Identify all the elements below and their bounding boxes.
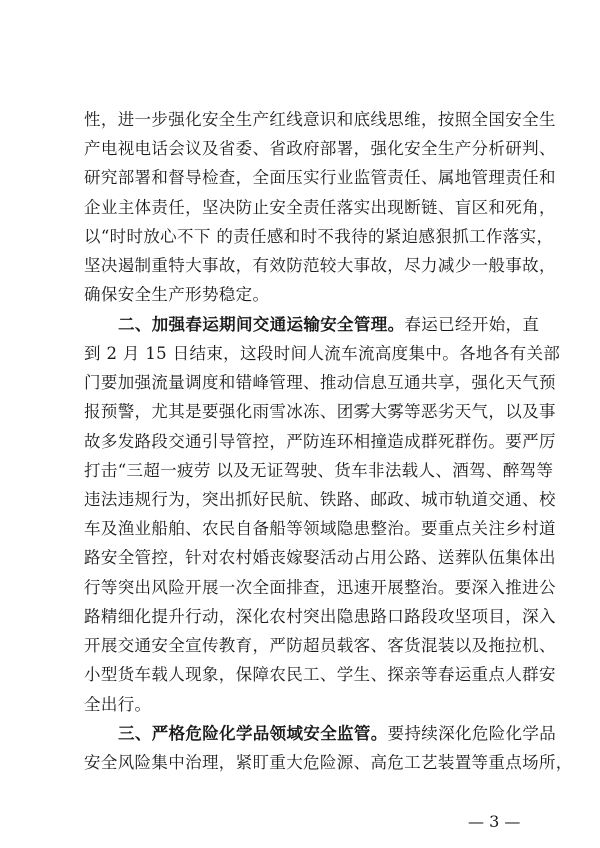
paragraph-text: 产电视电话会议及省委、省政府部署，强化安全生产分析研判、 xyxy=(84,139,556,158)
text-line xyxy=(84,609,556,626)
text-line xyxy=(84,346,560,363)
text-line xyxy=(84,434,556,451)
heading-text: 三、严格危险化学品领域安全监管。 xyxy=(118,724,388,743)
paragraph-text: 到 2 月 15 日结束，这段时间人流车流高度集中。各地各有关部 xyxy=(84,344,561,363)
paragraph-text: 开展交通安全宣传教育，严防超员载客、客货混装以及拖拉机、 xyxy=(84,636,556,655)
text-line xyxy=(84,667,556,684)
text-line xyxy=(84,287,269,304)
paragraph-text: 行等突出风险开展一次全面排查，迅速开展整治。要深入推进公 xyxy=(84,578,556,597)
paragraph-text: 打击“三超一疲劳 以及无证驾驶、货车非法载人、酒驾、醉驾等 xyxy=(84,461,554,480)
paragraph-text: 要持续深化危险化学品 xyxy=(387,724,557,743)
paragraph-text: 春运已经开始，直 xyxy=(404,315,540,334)
text-line xyxy=(84,755,573,772)
text-line xyxy=(84,141,556,158)
text-line xyxy=(84,580,556,597)
paragraph-text: 企业主体责任，坚决防止安全责任落实出现断链、盲区和死角， xyxy=(84,198,556,217)
text-line xyxy=(84,697,151,714)
text-line xyxy=(84,492,556,509)
paragraph-text: 门要加强流量调度和错峰管理、推动信息互通共享，强化天气预 xyxy=(84,373,556,392)
paragraph-text: 安全风险集中治理，紧盯重大危险源、高危工艺装置等重点场所， xyxy=(84,753,573,772)
text-line xyxy=(84,200,556,217)
text-line xyxy=(84,170,556,187)
text-line xyxy=(84,404,556,421)
text-line xyxy=(84,112,556,129)
text-line xyxy=(84,463,553,480)
paragraph-text: 路精细化提升行动，深化农村突出隐患路口路段攻坚项目，深入 xyxy=(84,607,556,626)
paragraph-text: 性，进一步强化安全生产红线意识和底线思维，按照全国安全生 xyxy=(84,110,556,129)
paragraph-text: 以“时时放心不下 的责任感和时不我待的紧迫感狠抓工作落实， xyxy=(84,227,554,246)
page-number: — 3 — xyxy=(468,812,521,831)
paragraph-text: 路安全管控，针对农村婚丧嫁娶活动占用公路、送葬队伍集体出 xyxy=(84,548,556,567)
paragraph-text: 报预警，尤其是要强化雨雪冰冻、团雾大雾等恶劣天气，以及事 xyxy=(84,402,556,421)
paragraph-text: 确保安全生产形势稳定。 xyxy=(84,285,270,304)
text-line xyxy=(118,726,556,743)
text-line xyxy=(84,521,556,538)
text-line xyxy=(84,258,556,275)
text-line xyxy=(84,229,553,246)
paragraph-text: 违法违规行为，突出抓好民航、铁路、邮政、城市轨道交通、校 xyxy=(84,490,556,509)
paragraph-text: 坚决遏制重特大事故，有效防范较大事故，尽力减少一般事故， xyxy=(84,256,556,275)
paragraph-text: 车及渔业船舶、农民自备船等领域隐患整治。要重点关注乡村道 xyxy=(84,519,556,538)
paragraph-text: 故多发路段交通引导管控，严防连环相撞造成群死群伤。要严厉 xyxy=(84,432,556,451)
text-line xyxy=(84,375,556,392)
text-line xyxy=(118,317,539,334)
paragraph-text: 研究部署和督导检查，全面压实行业监管责任、属地管理责任和 xyxy=(84,168,556,187)
paragraph-text: 小型货车载人现象，保障农民工、学生、探亲等春运重点人群安 xyxy=(84,665,556,684)
text-line xyxy=(84,638,556,655)
heading-text: 二、加强春运期间交通运输安全管理。 xyxy=(118,315,405,334)
text-line xyxy=(84,550,556,567)
paragraph-text: 全出行。 xyxy=(84,695,152,714)
